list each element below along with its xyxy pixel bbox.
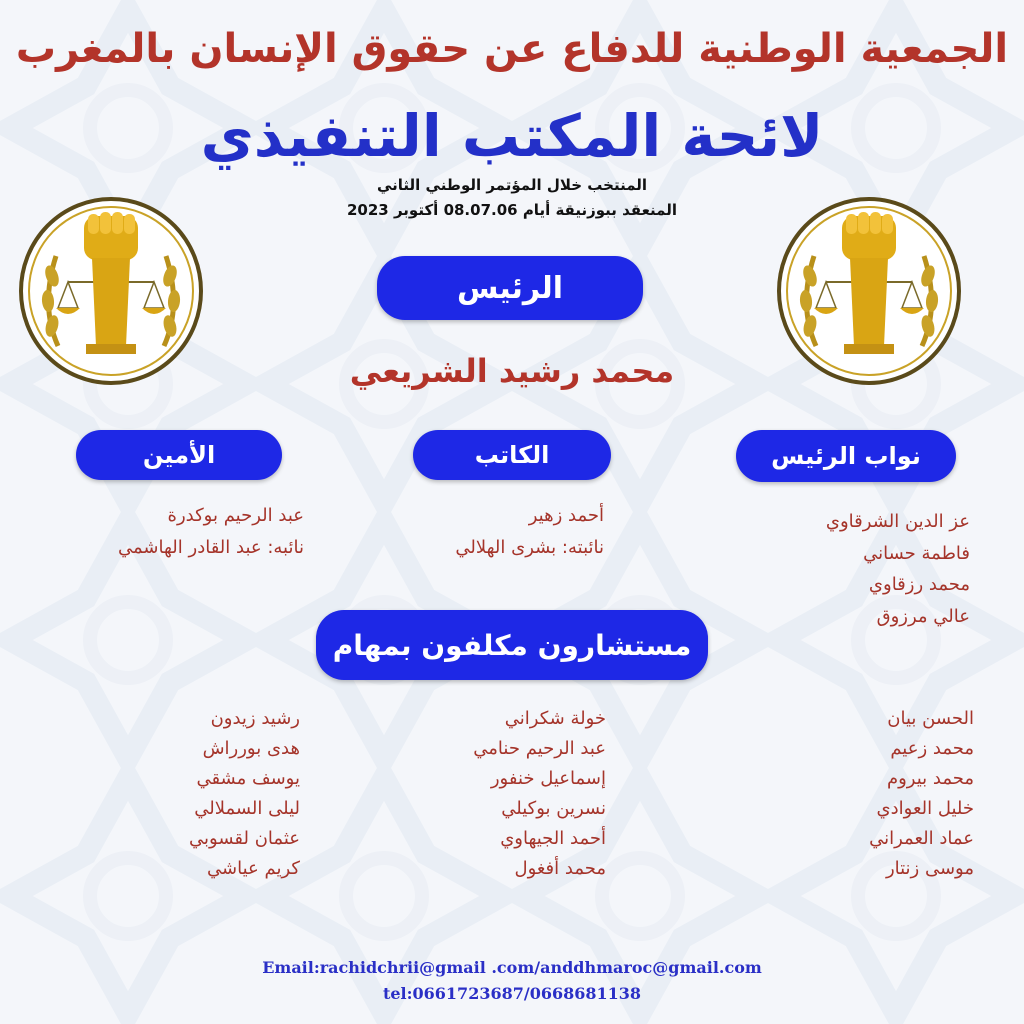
secretary-list [400,500,604,563]
secretary-heading-label: الكاتب [474,441,550,469]
advisors-column-right [800,704,974,884]
advisor-name: أحمد الجيهاوي [500,828,606,849]
vice-presidents-heading [736,430,956,482]
treasurer-heading [76,430,282,480]
subtitle-line-2: المنعقد ببوزنيقة أيام 08.07.06 أكتوبر 2023 [347,201,677,219]
page-title: لائحة المكتب التنفيذي [200,102,824,170]
secretary-name: أحمد زهير [528,505,604,526]
advisor-name: كريم عياشي [207,858,300,879]
advisor-name: عثمان لقسوبي [189,828,300,849]
treasurer-list [60,500,304,563]
president-name: محمد رشيد الشريعي [349,352,675,390]
advisor-name: محمد أفغول [514,858,606,879]
advisor-name: ليلى السملالي [194,798,300,819]
contact-email: Email:rachidchrii@gmail .com/anddhmaroc@gmail.com [262,958,762,977]
secretary-heading [413,430,611,480]
vice-presidents-heading-label: نواب الرئيس [771,442,921,470]
vice-presidents-list [760,506,970,632]
advisor-name: عماد العمراني [869,828,974,849]
advisor-name: إسماعيل خنفور [490,768,606,789]
advisor-name: رشيد زيدون [210,708,300,729]
organization-name: الجمعية الوطنية للدفاع عن حقوق الإنسان بالمغرب [15,26,1009,72]
advisor-name: موسى زنتار [885,858,974,879]
advisor-name: خولة شكراني [504,708,606,729]
advisors-column-middle [410,704,606,884]
president-heading-label: الرئيس [456,270,564,306]
vice-president-name: عز الدين الشرقاوي [825,511,970,532]
advisor-name: هدى بورراش [202,738,300,759]
advisors-column-left [140,704,300,884]
advisor-name: نسرين بوكيلي [501,798,606,819]
vice-president-name: محمد رزقاوي [868,574,970,595]
president-heading [377,256,643,320]
advisor-name: عبد الرحيم حنامي [473,738,606,759]
secretary-deputy: نائبته: بشرى الهلالي [455,536,604,558]
treasurer-deputy: نائبه: عبد القادر الهاشمي [118,536,304,558]
contact-phone: tel:0661723687/0668681138 [382,984,642,1003]
treasurer-name: عبد الرحيم بوكدرة [167,505,304,526]
treasurer-heading-label: الأمين [142,441,216,469]
advisor-name: محمد زعيم [890,738,974,759]
vice-president-name: فاطمة حساني [863,542,970,564]
advisor-name: يوسف مشقي [196,768,300,789]
advisor-name: خليل العوادي [876,798,974,819]
advisor-name: الحسن بيان [887,708,974,729]
vice-president-name: عالي مرزوق [876,605,970,627]
subtitle-line-1: المنتخب خلال المؤتمر الوطني الثاني [376,176,648,194]
advisor-name: محمد بيروم [886,768,974,789]
advisors-heading-label: مستشارون مكلفون بمهام [332,628,692,662]
advisors-heading [316,610,708,680]
